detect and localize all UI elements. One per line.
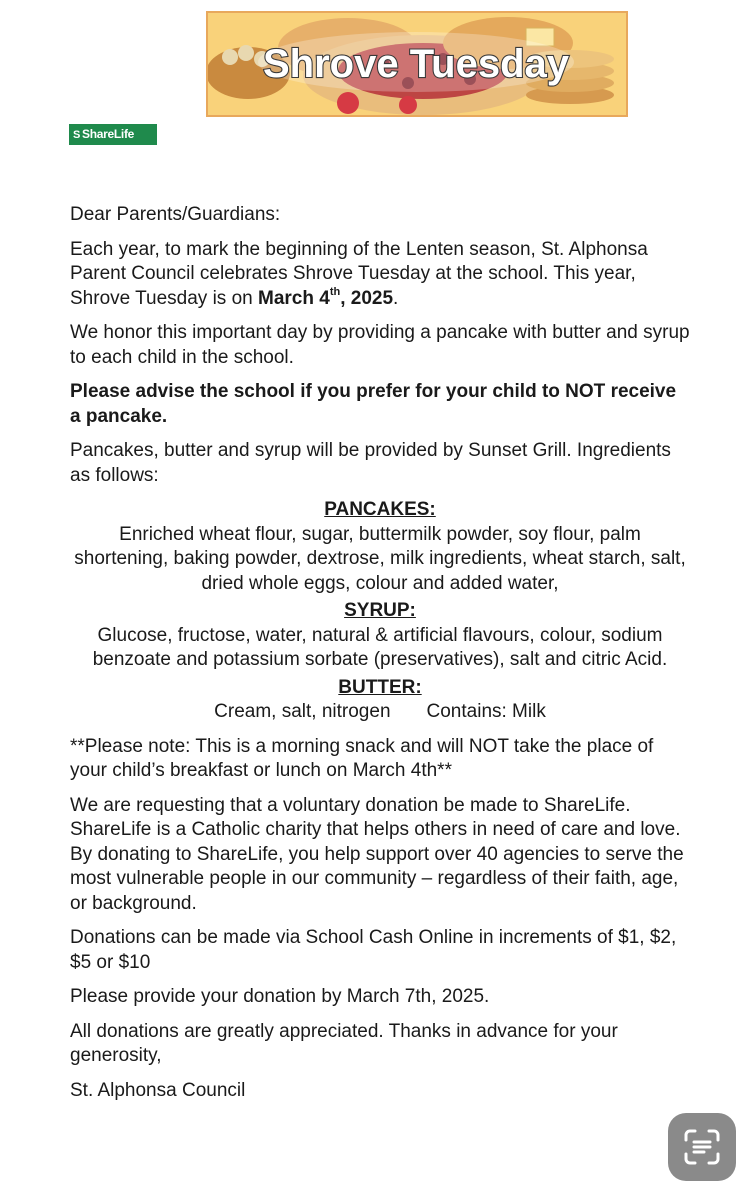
donation-request: We are requesting that a voluntary donation be made to ShareLife. ShareLife is a Catholic charity that helps others in need of care and love. By donating to ShareLife, you help support over 40 agencies to serve the most vulnerable people in our community – regardless of their faith, age, or background.: [70, 794, 684, 914]
pancakes-heading: PANCAKES:: [324, 499, 436, 520]
event-date: March 4th, 2025: [258, 286, 394, 309]
banner-title: Shrove Tuesday: [262, 42, 570, 86]
text-scan-icon: [682, 1127, 722, 1167]
thanks-paragraph: All donations are greatly appreciated. Thanks in advance for your generosity,: [70, 1020, 618, 1066]
donation-deadline: Please provide your donation by March 7th, 2025.: [70, 986, 490, 1007]
sharelife-logo: [69, 124, 157, 145]
butter-heading: BUTTER:: [338, 676, 422, 698]
snack-note: **Please note: This is a morning snack and will NOT take the place of your child’s breakfast or lunch on March 4th**: [70, 735, 654, 781]
shrove-tuesday-banner: [206, 11, 628, 117]
syrup-ingredients: Glucose, fructose, water, natural & artificial flavours, colour, sodium benzoate and potassium sorbate (preservatives), salt and citric Acid.: [92, 624, 668, 670]
honor-paragraph: We honor this important day by providing a pancake with butter and syrup to each child in the school.: [70, 322, 690, 368]
strawberry-icon: [337, 92, 359, 114]
allergen-note: Contains: Milk: [426, 701, 546, 722]
text-scan-button[interactable]: [668, 1113, 736, 1181]
signature: St. Alphonsa Council: [70, 1079, 246, 1101]
intro-paragraph: Each year, to mark the beginning of the Lenten season, St. Alphonsa Parent Council celebrates Shrove Tuesday at the school. This year, Shrove Tuesday is on March 4th, 2025.: [70, 238, 648, 309]
sharelife-mark-icon: S: [73, 129, 81, 141]
syrup-heading: SYRUP:: [344, 600, 416, 621]
banner-art: [208, 13, 626, 115]
pancakes-ingredients: Enriched wheat flour, sugar, buttermilk powder, soy flour, palm shortening, baking powder, dextrose, milk ingredients, wheat starch, salt, dried whole eggs, colour and added water,: [74, 523, 686, 594]
salutation: Dear Parents/Guardians:: [70, 204, 281, 225]
butter-ingredients: Cream, salt, nitrogen Contains: Milk: [214, 701, 546, 722]
donation-methods: Donations can be made via School Cash Online in increments of $1, $2, $5 or $10: [70, 927, 677, 973]
advise-paragraph: Please advise the school if you prefer for your child to NOT receive a pancake.: [70, 381, 677, 427]
sharelife-logo-text: ShareLife: [82, 127, 135, 141]
letter-body: [70, 203, 690, 1103]
provided-paragraph: Pancakes, butter and syrup will be provided by Sunset Grill. Ingredients as follows:: [70, 440, 671, 486]
